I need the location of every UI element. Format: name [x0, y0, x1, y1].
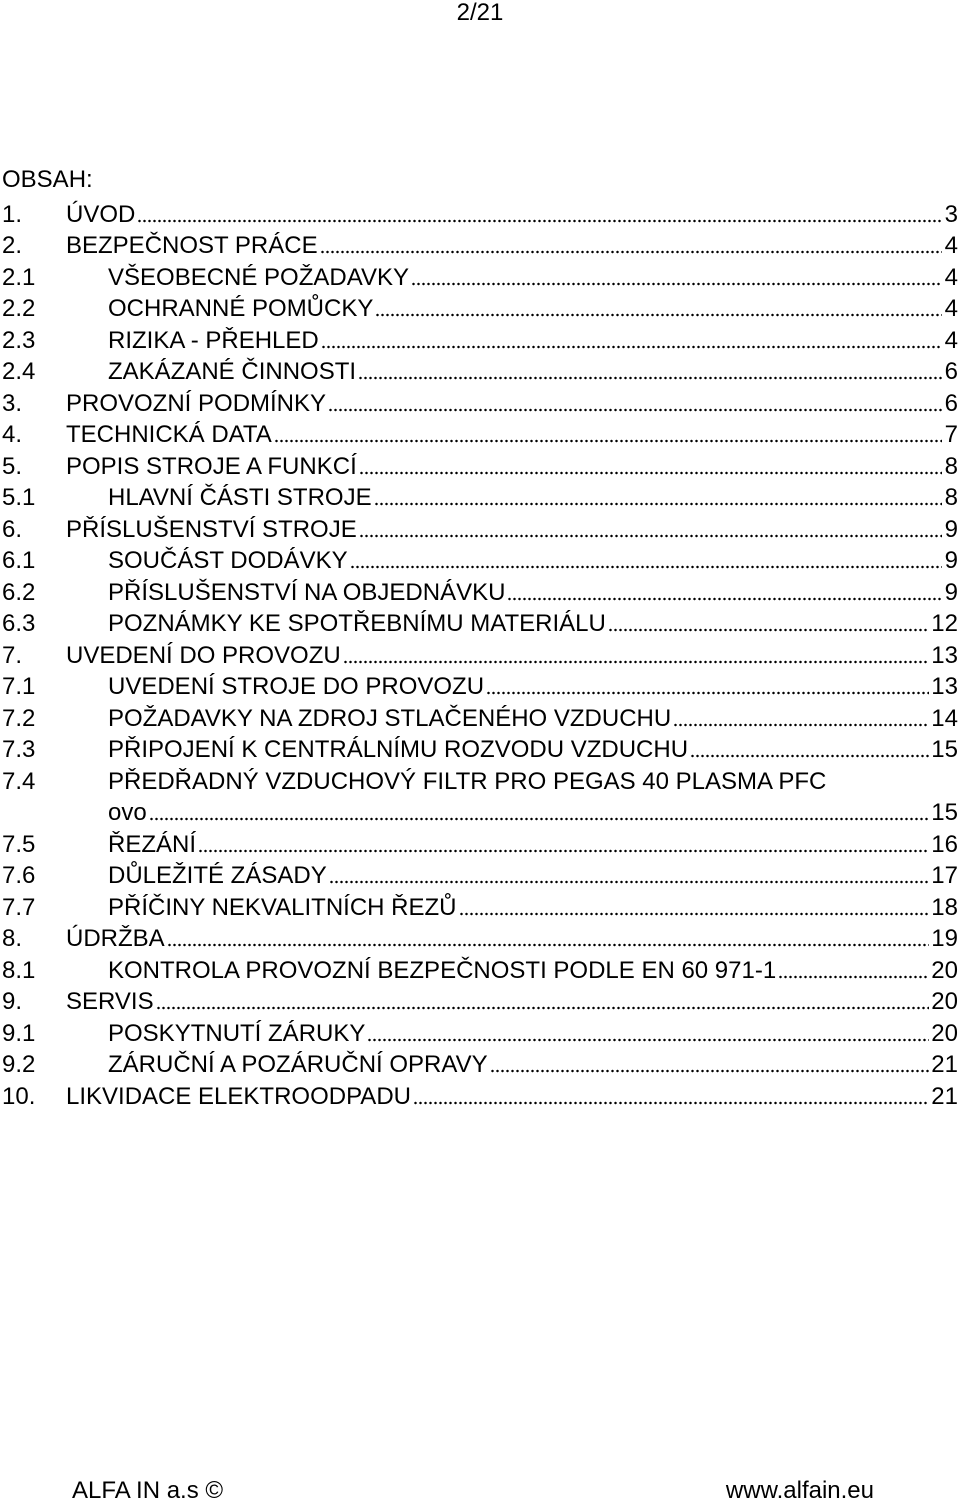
toc-entry[interactable] — [2, 449, 958, 481]
toc-entry-title: BEZPEČNOST PRÁCE — [66, 232, 318, 259]
toc-dot-leader — [359, 470, 942, 476]
toc-entry-page: 4 — [944, 232, 958, 259]
toc-entry-title: ÚVOD — [66, 200, 136, 228]
toc-entry[interactable] — [2, 638, 958, 670]
toc-entry-title: SOUČÁST DODÁVKY — [108, 547, 348, 574]
toc-entry-title: VŠEOBECNÉ POŽADAVKY — [108, 263, 409, 291]
toc-entry-page: 6 — [944, 358, 958, 385]
toc-entry-number: 7.1 — [2, 673, 36, 700]
toc-entry-number: 6.1 — [2, 547, 36, 574]
toc-entry-title: POPIS STROJE A FUNKCÍ — [66, 452, 357, 480]
toc-entry-number: 1. — [2, 200, 23, 228]
toc-entry-page: 21 — [931, 1082, 958, 1110]
toc-dot-leader — [778, 974, 929, 980]
toc-entry-number: 6.2 — [2, 578, 36, 606]
toc-entry-title: RIZIKA - PŘEHLED — [108, 326, 319, 354]
toc-entry-page: 15 — [931, 799, 958, 826]
toc-dot-leader — [198, 848, 929, 854]
toc-dot-leader — [350, 564, 942, 570]
toc-entry-page: 4 — [944, 295, 958, 322]
toc-entry-title: SERVIS — [66, 988, 154, 1015]
toc-dot-leader — [156, 1005, 930, 1011]
toc-entry-title: POZNÁMKY KE SPOTŘEBNÍMU MATERIÁLU — [108, 610, 606, 637]
toc-entry-page: 18 — [931, 893, 958, 921]
toc-entry[interactable] — [2, 512, 958, 544]
page-number: 2/21 — [456, 0, 504, 26]
toc-entry[interactable] — [2, 229, 958, 261]
table-of-contents — [2, 197, 958, 1111]
toc-dot-leader — [413, 1100, 929, 1106]
toc-entry-page: 14 — [931, 704, 958, 732]
toc-entry[interactable] — [2, 859, 958, 891]
toc-entry-number: 4. — [2, 421, 23, 448]
toc-entry[interactable] — [2, 323, 958, 355]
toc-dot-leader — [343, 659, 930, 665]
toc-entry-number: 7.3 — [2, 736, 36, 763]
toc-dot-leader — [167, 942, 930, 948]
toc-entry[interactable] — [2, 386, 958, 418]
toc-dot-leader — [367, 1037, 929, 1043]
toc-entry-number: 7.6 — [2, 862, 36, 889]
toc-dot-leader — [137, 218, 942, 224]
toc-entry-title: PŘÍSLUŠENSTVÍ NA OBJEDNÁVKU — [108, 578, 506, 606]
toc-entry-number: 9. — [2, 988, 23, 1015]
toc-entry[interactable] — [2, 890, 958, 922]
toc-dot-leader — [375, 312, 942, 318]
toc-entry[interactable] — [2, 733, 958, 765]
toc-entry[interactable] — [2, 670, 958, 702]
toc-entry[interactable] — [2, 701, 958, 733]
toc-entry-page: 20 — [931, 1019, 958, 1047]
toc-dot-leader — [374, 501, 942, 507]
toc-entry-number: 7.5 — [2, 830, 36, 858]
toc-entry[interactable] — [2, 544, 958, 576]
toc-entry-page: 16 — [931, 830, 958, 858]
footer-company: ALFA IN a.s © — [72, 1477, 224, 1504]
toc-entry[interactable] — [2, 418, 958, 450]
toc-entry-page: 15 — [931, 736, 958, 763]
toc-entry-page: 13 — [931, 673, 958, 700]
toc-entry-title: HLAVNÍ ČÁSTI STROJE — [108, 484, 372, 511]
toc-entry-page: 20 — [931, 956, 958, 984]
toc-entry-page: 19 — [931, 925, 958, 952]
toc-entry-number: 2.3 — [2, 326, 36, 354]
toc-dot-leader — [411, 281, 942, 287]
toc-entry-title: ÚDRŽBA — [66, 925, 165, 952]
toc-entry-number: 5. — [2, 452, 23, 480]
toc-entry-number: 9.2 — [2, 1051, 36, 1078]
toc-entry[interactable] — [2, 953, 958, 985]
toc-entry-number: 10. — [2, 1082, 36, 1110]
toc-entry-page: 9 — [944, 547, 958, 574]
toc-entry[interactable] — [2, 292, 958, 324]
toc-entry[interactable] — [2, 1016, 958, 1048]
toc-entry-number: 8. — [2, 925, 23, 952]
toc-entry[interactable] — [2, 481, 958, 513]
toc-heading: OBSAH: — [2, 166, 93, 193]
toc-dot-leader — [149, 816, 930, 822]
toc-entry-title: PŘEDŘADNÝ VZDUCHOVÝ FILTR PRO PEGAS 40 PLASMA PFC — [108, 767, 827, 795]
toc-dot-leader — [329, 879, 930, 885]
toc-dot-leader — [359, 533, 942, 539]
toc-entry-number: 2. — [2, 232, 23, 259]
toc-entry-page: 4 — [944, 263, 958, 291]
toc-entry-page: 17 — [931, 862, 958, 889]
toc-entry-number: 2.1 — [2, 263, 36, 291]
toc-entry[interactable] — [2, 1079, 958, 1111]
toc-dot-leader — [328, 407, 942, 413]
toc-entry[interactable] — [2, 922, 958, 954]
toc-entry-title: POŽADAVKY NA ZDROJ STLAČENÉHO VZDUCHU — [108, 704, 672, 732]
toc-entry[interactable] — [2, 764, 958, 796]
toc-entry-page: 20 — [931, 988, 958, 1015]
toc-dot-leader — [690, 753, 929, 759]
toc-dot-leader — [507, 596, 942, 602]
toc-entry-number: 5.1 — [2, 484, 36, 511]
toc-entry-number: 7.2 — [2, 704, 36, 732]
toc-entry-page: 7 — [944, 421, 958, 448]
toc-entry[interactable] — [2, 575, 958, 607]
toc-entry-title: UVEDENÍ DO PROVOZU — [66, 641, 341, 669]
toc-entry[interactable] — [2, 260, 958, 292]
toc-entry-number: 8.1 — [2, 956, 36, 984]
toc-entry-number: 6.3 — [2, 610, 36, 637]
toc-entry-title: TECHNICKÁ DATA — [66, 421, 272, 448]
toc-entry-title: KONTROLA PROVOZNÍ BEZPEČNOSTI PODLE EN 60 971-1 — [108, 956, 777, 984]
toc-dot-leader — [459, 911, 930, 917]
toc-entry-title: PŘIPOJENÍ K CENTRÁLNÍMU ROZVODU VZDUCHU — [108, 736, 689, 763]
toc-entry-number: 2.4 — [2, 358, 36, 385]
toc-entry-number: 6. — [2, 515, 23, 543]
toc-entry-title: PŘÍČINY NEKVALITNÍCH ŘEZŮ — [108, 893, 457, 921]
toc-entry-title: LIKVIDACE ELEKTROODPADU — [66, 1082, 411, 1110]
toc-entry-page: 12 — [931, 610, 958, 637]
toc-dot-leader — [673, 722, 929, 728]
toc-dot-leader — [320, 249, 942, 255]
toc-entry-title: ZAKÁZANÉ ČINNOSTI — [108, 358, 357, 385]
toc-entry[interactable] — [2, 355, 958, 387]
toc-entry[interactable] — [2, 1048, 958, 1080]
toc-entry-page: 3 — [944, 200, 958, 228]
toc-entry-page: 4 — [944, 326, 958, 354]
toc-dot-leader — [358, 375, 942, 381]
toc-entry-title: DŮLEŽITÉ ZÁSADY — [108, 862, 327, 889]
toc-entry-continuation[interactable] — [2, 796, 958, 828]
toc-entry-number: 7.4 — [2, 767, 36, 795]
toc-entry-number: 9.1 — [2, 1019, 36, 1047]
toc-entry-number: 3. — [2, 389, 23, 417]
toc-entry[interactable] — [2, 827, 958, 859]
toc-entry-page: 8 — [944, 484, 958, 511]
toc-entry-number: 7.7 — [2, 893, 36, 921]
toc-entry-page: 8 — [944, 452, 958, 480]
toc-entry-page: 21 — [931, 1051, 958, 1078]
toc-entry-title: PŘÍSLUŠENSTVÍ STROJE — [66, 515, 357, 543]
toc-entry-number: 7. — [2, 641, 23, 669]
toc-entry[interactable] — [2, 607, 958, 639]
toc-entry-title: UVEDENÍ STROJE DO PROVOZU — [108, 673, 485, 700]
toc-entry[interactable] — [2, 197, 958, 229]
toc-entry-title: ZÁRUČNÍ A POZÁRUČNÍ OPRAVY — [108, 1051, 488, 1078]
toc-entry[interactable] — [2, 985, 958, 1017]
toc-entry-number: 2.2 — [2, 295, 36, 322]
toc-dot-leader — [490, 1068, 930, 1074]
toc-dot-leader — [486, 690, 929, 696]
toc-entry-page: 9 — [944, 578, 958, 606]
footer-website: www.alfain.eu — [725, 1477, 874, 1504]
toc-entry-page: 6 — [944, 389, 958, 417]
toc-entry-page: 9 — [944, 515, 958, 543]
toc-entry-page: 13 — [931, 641, 958, 669]
toc-entry-title: OCHRANNÉ POMŮCKY — [108, 295, 374, 322]
toc-dot-leader — [321, 344, 942, 350]
toc-dot-leader — [274, 438, 942, 444]
toc-entry-title: ŘEZÁNÍ — [108, 830, 197, 858]
toc-entry-title: POSKYTNUTÍ ZÁRUKY — [108, 1019, 366, 1047]
toc-entry-title-continued: ovo — [108, 799, 147, 826]
toc-entry-title: PROVOZNÍ PODMÍNKY — [66, 389, 327, 417]
toc-dot-leader — [608, 627, 929, 633]
